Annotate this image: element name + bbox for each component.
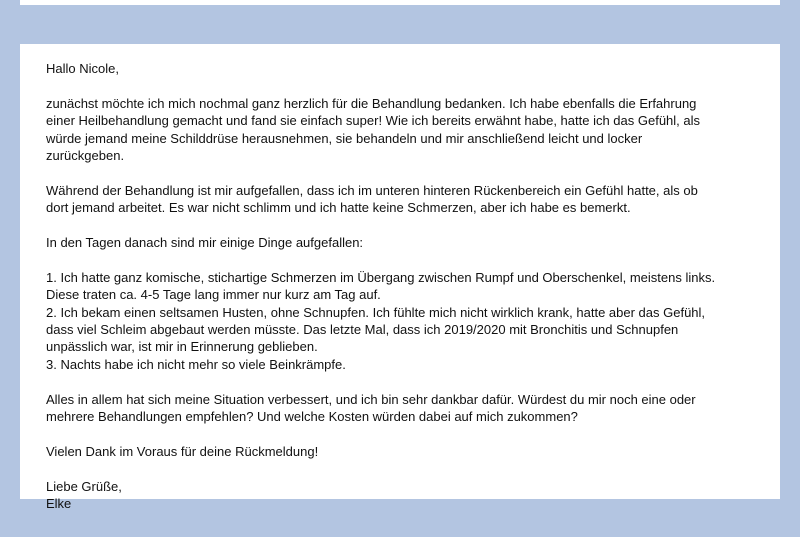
list-item: Diese traten ca. 4-5 Tage lang immer nur kurz am Tag auf. — [46, 287, 381, 303]
days-after-paragraph — [46, 234, 754, 251]
greeting-line: Hallo Nicole, — [46, 61, 119, 76]
letter-card — [20, 44, 780, 512]
intro-line: zunächst möchte ich mich nochmal ganz herzlich für die Behandlung bedanken. Ich habe ebenfalls die Erfahrung — [46, 95, 697, 111]
sign-off — [46, 478, 754, 513]
summary-paragraph — [46, 391, 754, 426]
list-item: 2. Ich bekam einen seltsamen Husten, ohne Schnupfen. Ich fühlte mich nicht wirklich krank, hatte aber das Gefühl, — [46, 304, 706, 320]
intro-line: würde jemand meine Schilddrüse herausnehmen, sie behandeln und mir anschließend leicht und locker — [46, 130, 643, 146]
observation-paragraph — [46, 182, 754, 217]
letter-greeting — [46, 60, 754, 77]
list-item: unpässlich war, ist mir in Erinnerung geblieben. — [46, 339, 318, 355]
observation-line: dort jemand arbeitet. Es war nicht schlimm und ich hatte keine Schmerzen, aber ich habe es bemerkt. — [46, 200, 631, 216]
signature-line: Elke — [46, 496, 72, 512]
observation-line: Während der Behandlung ist mir aufgefallen, dass ich im unteren hinteren Rückenbereich ein Gefühl hatte, als ob — [46, 182, 698, 198]
intro-paragraph — [46, 95, 754, 165]
thanks-line: Vielen Dank im Voraus für deine Rückmeldung! — [46, 443, 319, 459]
summary-line: mehrere Behandlungen empfehlen? Und welche Kosten würden dabei auf mich zukommen? — [46, 409, 578, 425]
symptom-list — [46, 269, 754, 373]
list-item: dass viel Schleim abgebaut werden müsste. Das letzte Mal, dass ich 2019/2020 mit Bronchitis und Schnupfen — [46, 322, 679, 338]
intro-line: zurückgeben. — [46, 148, 125, 164]
days-after-line: In den Tagen danach sind mir einige Dinge aufgefallen: — [46, 235, 364, 251]
list-item: 1. Ich hatte ganz komische, stichartige Schmerzen im Übergang zwischen Rumpf und Oberschenkel, meistens links. — [46, 269, 716, 285]
closing-line: Liebe Grüße, — [46, 478, 122, 494]
summary-line: Alles in allem hat sich meine Situation verbessert, und ich bin sehr dankbar dafür. Würdest du mir noch eine oder — [46, 391, 696, 407]
previous-message-card — [20, 0, 780, 5]
thanks-paragraph — [46, 443, 754, 460]
intro-line: einer Heilbehandlung gemacht und fand sie einfach super! Wie ich bereits erwähnt habe, hatte ich das Gefühl, als — [46, 113, 701, 129]
list-item: 3. Nachts habe ich nicht mehr so viele Beinkrämpfe. — [46, 356, 346, 372]
